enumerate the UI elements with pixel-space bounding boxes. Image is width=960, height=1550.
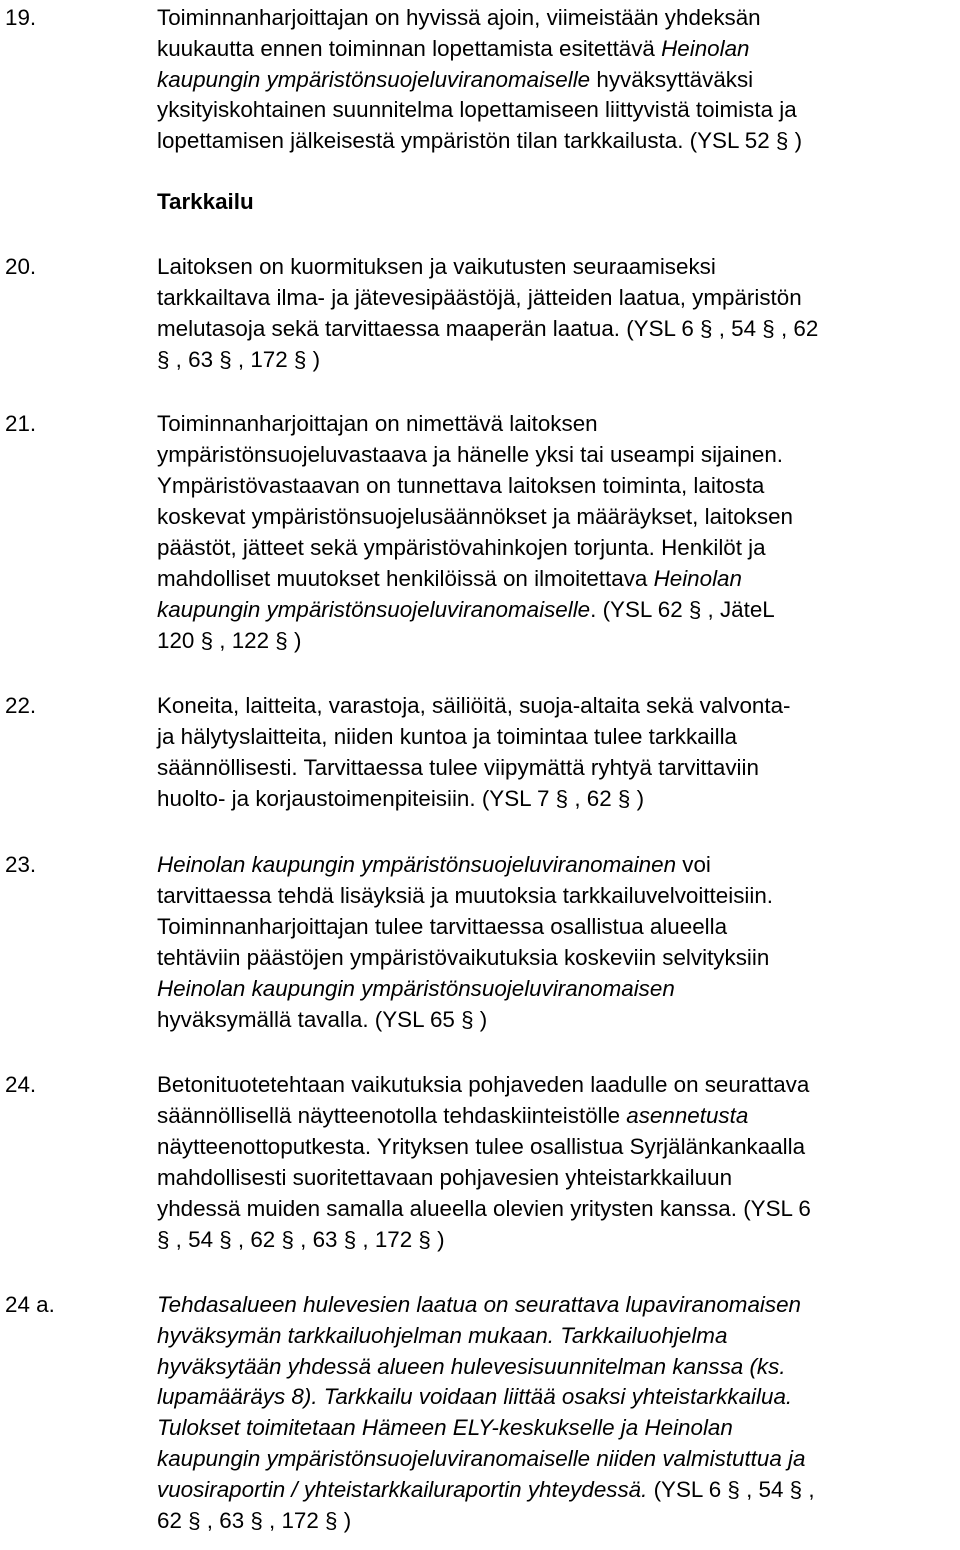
item-text-line (157, 408, 598, 439)
text-segment: 62 § , 63 § , 172 § ) (157, 1508, 352, 1533)
text-segment: . (YSL 62 § , JäteL (590, 597, 775, 622)
italic-text: kaupungin ympäristönsuojeluviranomaiselle niiden valmistuttua ja (157, 1446, 806, 1471)
italic-text: lupamääräys 8). Tarkkailu voidaan liittää osaksi yhteistarkkailua. (157, 1384, 793, 1409)
item-text-line (157, 1193, 811, 1224)
item-text-line (157, 1381, 792, 1412)
text-segment: lopettamisen jälkeisestä ympäristön tilan tarkkailusta. (YSL 52 § ) (157, 128, 803, 153)
text-segment: (YSL 6 § , 54 § , (647, 1477, 815, 1502)
italic-text: Heinolan kaupungin ympäristönsuojeluviranomaisen (157, 976, 675, 1001)
text-segment: kuukautta ennen toiminnan lopettamista esitettävä (157, 36, 662, 61)
item-number: 24. (5, 1072, 37, 1097)
text-segment: ja hälytyslaitteita, niiden kuntoa ja toimintaa tulee tarkkailla (157, 724, 737, 749)
text-segment: Betonituotetehtaan vaikutuksia pohjaveden laadulle on seurattava (157, 1072, 810, 1097)
text-segment: Ympäristövastaavan on tunnettava laitoksen toiminta, laitosta (157, 473, 765, 498)
item-text-line (157, 1224, 445, 1255)
item-text-line (157, 1069, 809, 1100)
item-text-line (157, 1505, 351, 1536)
text-segment: yksityiskohtainen suunnitelma lopettamiseen liittyvistä toimista ja (157, 97, 797, 122)
item-text-line (157, 532, 766, 563)
italic-text: kaupungin ympäristönsuojeluviranomaiselle (157, 597, 591, 622)
item-number: 20. (5, 254, 37, 279)
item-text-line (157, 1474, 815, 1505)
italic-text: kaupungin ympäristönsuojeluviranomaiselle (157, 67, 591, 92)
italic-text: Heinolan (661, 36, 750, 61)
text-segment: mahdolliset muutokset henkilöissä on ilmoitettava (157, 566, 654, 591)
italic-text: Tehdasalueen hulevesien laatua on seurattava lupaviranomaisen (157, 1292, 801, 1317)
item-number: 23. (5, 852, 37, 877)
italic-text: Tulokset toimitetaan Hämeen ELY-keskukselle ja Heinolan (157, 1415, 733, 1440)
text-segment: § , 54 § , 62 § , 63 § , 172 § ) (157, 1227, 445, 1252)
item-text-line (157, 973, 675, 1004)
text-segment: § , 63 § , 172 § ) (157, 347, 321, 372)
item-number: 19. (5, 5, 37, 30)
italic-text: Heinolan (653, 566, 742, 591)
item-text-line (157, 690, 791, 721)
item-text-line (157, 880, 773, 911)
text-segment: koskevat ympäristönsuojelusäännökset ja määräykset, laitoksen (157, 504, 793, 529)
item-text-line (157, 64, 753, 95)
item-text-line (157, 563, 742, 594)
text-segment: Toiminnanharjoittajan on nimettävä laitoksen (157, 411, 598, 436)
item-text-line (157, 1412, 733, 1443)
italic-text: hyväksytään yhdessä alueen hulevesisuunnitelman kanssa (ks. (157, 1354, 786, 1379)
text-segment: hyväksymällä tavalla. (YSL 65 § ) (157, 1007, 488, 1032)
text-segment: mahdollisesti suoritettavaan pohjavesien yhteistarkkailuun (157, 1165, 733, 1190)
item-text-line (157, 783, 644, 814)
item-text-line (157, 1004, 487, 1035)
item-text-line (157, 33, 750, 64)
item-text-line (157, 942, 769, 973)
italic-text: hyväksymän tarkkailuohjelman mukaan. Tarkkailuohjelma (157, 1323, 728, 1348)
item-text-line (157, 282, 802, 313)
item-number: 22. (5, 693, 37, 718)
item-text-line (157, 501, 793, 532)
item-text-line (157, 625, 301, 656)
item-text-line (157, 911, 727, 942)
text-segment: säännöllisesti. Tarvittaessa tulee viipymättä ryhtyä tarvittaviin (157, 755, 759, 780)
item-text-line (157, 752, 759, 783)
text-segment: tarvittaessa tehdä lisäyksiä ja muutoksia tarkkailuvelvoitteisiin. (157, 883, 774, 908)
item-text-line (157, 721, 737, 752)
item-text-line (157, 1289, 801, 1320)
item-text-line (157, 594, 775, 625)
text-segment: tehtäviin päästöjen ympäristövaikutuksia koskeviin selvityksiin (157, 945, 770, 970)
item-text-line (157, 1320, 727, 1351)
italic-text: vuosiraportin / yhteistarkkailuraportin yhteydessä. (157, 1477, 648, 1502)
text-segment: Koneita, laitteita, varastoja, säiliöitä, suoja-altaita sekä valvonta- (157, 693, 791, 718)
text-segment: huolto- ja korjaustoimenpiteisiin. (YSL 7 § , 62 § ) (157, 786, 645, 811)
text-segment: näytteenottoputkesta. Yrityksen tulee osallistua Syrjälänkankaalla (157, 1134, 806, 1159)
item-number: 21. (5, 411, 37, 436)
item-text-line (157, 344, 320, 375)
italic-text: Heinolan kaupungin ympäristönsuojeluviranomainen (157, 852, 677, 877)
text-segment: 120 § , 122 § ) (157, 628, 302, 653)
text-segment: melutasoja sekä tarvittaessa maaperän laatua. (YSL 6 § , 54 § , 62 (157, 316, 819, 341)
text-segment: päästöt, jätteet sekä ympäristövahinkojen torjunta. Henkilöt ja (157, 535, 766, 560)
text-segment: Laitoksen on kuormituksen ja vaikutusten seuraamiseksi (157, 254, 716, 279)
item-text-line (157, 1131, 805, 1162)
item-text-line (157, 251, 716, 282)
item-text-line (157, 849, 711, 880)
item-text-line (157, 1351, 786, 1382)
italic-text: asennetusta (626, 1103, 749, 1128)
item-text-line (157, 1162, 732, 1193)
text-segment: voi (676, 852, 711, 877)
section-heading: Tarkkailu (157, 189, 254, 214)
item-text-line (157, 94, 797, 125)
text-segment: Toiminnanharjoittajan tulee tarvittaessa osallistua alueella (157, 914, 728, 939)
text-segment: ympäristönsuojeluvastaava ja hänelle yksi tai useampi sijainen. (157, 442, 784, 467)
item-text-line (157, 313, 818, 344)
item-text-line (157, 125, 802, 156)
item-text-line (157, 470, 764, 501)
item-text-line (157, 439, 783, 470)
item-text-line (157, 1100, 748, 1131)
item-text-line (157, 2, 761, 33)
text-segment: tarkkailtava ilma- ja jätevesipäästöjä, jätteiden laatua, ympäristön (157, 285, 802, 310)
item-number: 24 a. (5, 1292, 55, 1317)
text-segment: säännöllisellä näytteenotolla tehdaskiinteistölle (157, 1103, 627, 1128)
text-segment: Toiminnanharjoittajan on hyvissä ajoin, viimeistään yhdeksän (157, 5, 761, 30)
text-segment: yhdessä muiden samalla alueella olevien yritysten kanssa. (YSL 6 (157, 1196, 811, 1221)
item-text-line (157, 1443, 805, 1474)
text-segment: hyväksyttäväksi (590, 67, 754, 92)
